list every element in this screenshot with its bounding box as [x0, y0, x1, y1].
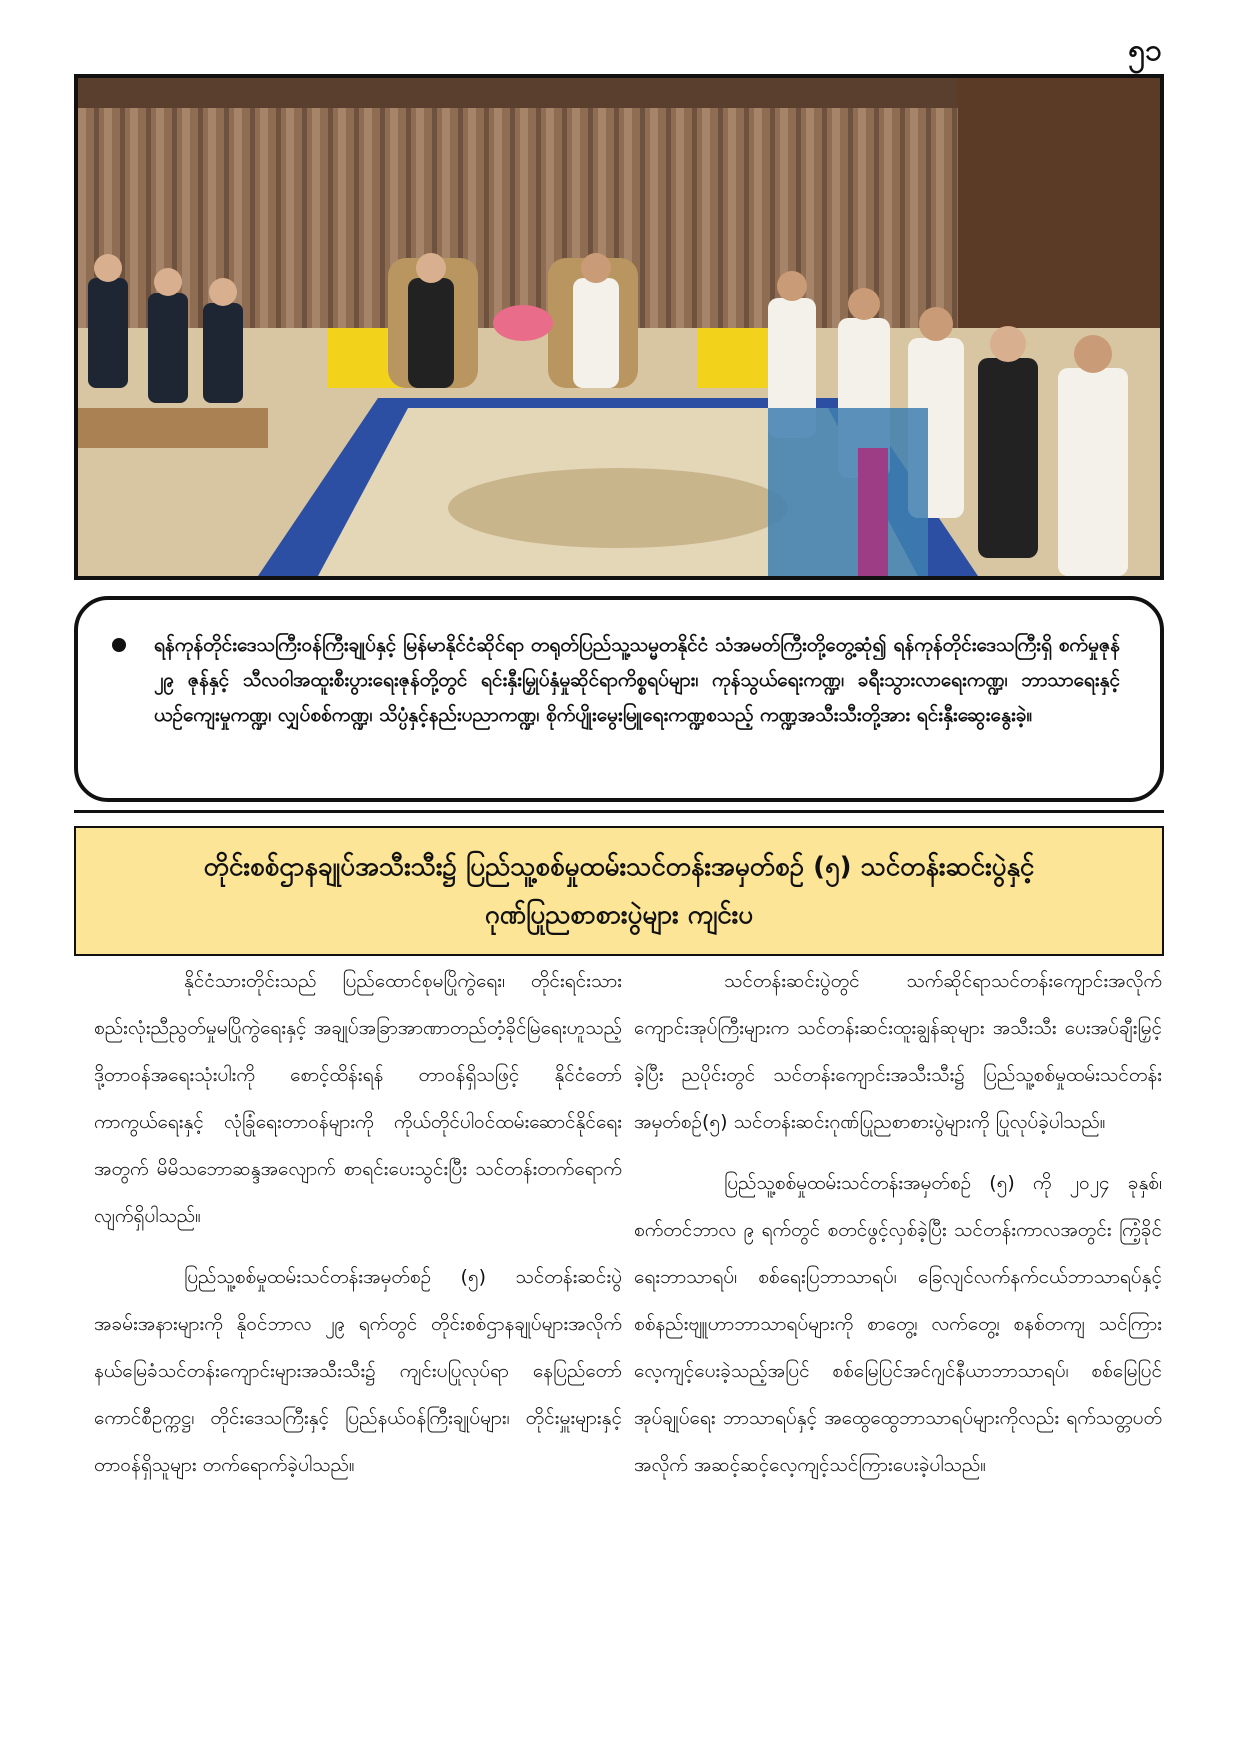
meeting-photo	[74, 74, 1164, 580]
side-table-left	[78, 408, 268, 448]
headline-line-1: တိုင်းစစ်ဌာနချုပ်အသီးသီး၌ ပြည်သူ့စစ်မှုထမ်းသင်တန်းအမှတ်စဉ် (၅) သင်တန်းဆင်းပွဲနှင့်	[203, 852, 1035, 882]
divider-line	[74, 810, 1164, 813]
flower-arrangement	[493, 305, 553, 341]
article-paragraph: ပြည်သူ့စစ်မှုထမ်းသင်တန်းအမှတ်စဉ် (၅) သင်တန်းဆင်းပွဲအခမ်းအနားများကို နိုဝင်ဘာလ ၂၉ ရက်တွင် တိုင်းစစ်ဌာနချုပ်များအလိုက် နယ်မြေခံသင်တန်းကျောင်းများအသီးသီး၌ ကျင်းပပြုလုပ်ရာ နေပြည်တော်ကောင်စီဥက္ကဋ္ဌ၊ တိုင်းဒေသကြီးနှင့် ပြည်နယ်ဝန်ကြီးချုပ်များ၊ တိုင်းမှူးများနှင့် တာဝန်ရှိသူများ တက်ရောက်ခဲ့ပါသည်။	[94, 1266, 622, 1476]
article-left-column	[94, 958, 622, 1503]
article-right-column	[634, 958, 1162, 1503]
bullet-icon	[112, 638, 126, 652]
article-paragraph: နိုင်ငံသားတိုင်းသည် ပြည်ထောင်စုမပြိုကွဲရေး၊ တိုင်းရင်းသားစည်းလုံးညီညွတ်မှုမပြိုကွဲရေးနှင့် အချုပ်အခြာအာဏာတည်တံ့ခိုင်မြဲရေးဟူသည့် ဒို့တာဝန်အရေးသုံးပါးကို စောင့်ထိန်းရန် တာဝန်ရှိသဖြင့် နိုင်ငံတော်ကာကွယ်ရေးနှင့် လုံခြုံရေးတာဝန်များကို ကိုယ်တိုင်ပါဝင်ထမ်းဆောင်နိုင်ရေးအတွက် မိမိသဘောဆန္ဒအလျောက် စာရင်းပေးသွင်းပြီး သင်တန်းတက်ရောက်လျက်ရှိပါသည်။	[94, 970, 622, 1227]
article-paragraph: ပြည်သူ့စစ်မှုထမ်းသင်တန်းအမှတ်စဉ် (၅) ကို ၂၀၂၄ ခုနှစ်၊ စက်တင်ဘာလ ၉ ရက်တွင် စတင်ဖွင့်လှစ်ခဲ့ပြီး သင်တန်းကာလအတွင်း ကြံ့ခိုင်ရေးဘာသာရပ်၊ စစ်ရေးပြဘာသာရပ်၊ ခြေလျင်လက်နက်ငယ်ဘာသာရပ်နှင့် စစ်နည်းဗျူဟာဘာသာရပ်များကို စာတွေ့၊ လက်တွေ့၊ စနစ်တကျ သင်ကြားလေ့ကျင့်ပေးခဲ့သည့်အပြင် စစ်မြေပြင်အင်ဂျင်နီယာဘာသာရပ်၊ စစ်မြေပြင်အုပ်ချုပ်ရေး ဘာသာရပ်နှင့် အထွေထွေဘာသာရပ်များကိုလည်း ရက်သတ္တပတ်အလိုက် အဆင့်ဆင့်လေ့ကျင့်သင်ကြားပေးခဲ့ပါသည်။	[634, 1172, 1162, 1476]
seated-officials	[768, 408, 928, 576]
photo-caption-box	[74, 596, 1164, 802]
meeting-photo-illustration	[78, 78, 1160, 576]
person-host	[573, 278, 619, 388]
article-paragraph: သင်တန်းဆင်းပွဲတွင် သက်ဆိုင်ရာသင်တန်းကျောင်းအလိုက် ကျောင်းအုပ်ကြီးများက သင်တန်းဆင်းထူးချွန်ဆုများ အသီးသီး ပေးအပ်ချီးမြှင့်ခဲ့ပြီး ညပိုင်းတွင် သင်တန်းကျောင်းအသီးသီး၌ ပြည်သူ့စစ်မှုထမ်းသင်တန်းအမှတ်စဉ်(၅) သင်တန်းဆင်းဂုဏ်ပြုညစာစားပွဲများကို ပြုလုပ်ခဲ့ပါသည်။	[634, 970, 1162, 1133]
headline-box	[74, 826, 1164, 956]
person-guest	[408, 278, 454, 388]
headline-line-2: ဂုဏ်ပြုညစာစားပွဲများ ကျင်းပ	[484, 900, 754, 930]
page-number: ၅၁	[1128, 33, 1162, 68]
photo-caption: ရန်ကုန်တိုင်းဒေသကြီးဝန်ကြီးချုပ်နှင့် မြန်မာနိုင်ငံဆိုင်ရာ တရုတ်ပြည်သူ့သမ္မတနိုင်ငံ သံအမတ်ကြီးတို့တွေ့ဆုံ၍ ရန်ကုန်တိုင်းဒေသကြီးရှိ စက်မှုဇုန် ၂၉ ဇုန်နှင့် သီလဝါအထူးစီးပွားရေးဇုန်တို့တွင် ရင်းနှီးမြှုပ်နှံမှုဆိုင်ရာကိစ္စရပ်များ၊ ကုန်သွယ်ရေးကဏ္ဍ၊ ခရီးသွားလာရေးကဏ္ဍ၊ ဘာသာရေးနှင့်ယဉ်ကျေးမှုကဏ္ဍ၊ လျှပ်စစ်ကဏ္ဍ၊ သိပ္ပံနှင့်နည်းပညာကဏ္ဍ၊ စိုက်ပျိုးမွေးမြူရေးကဏ္ဍစသည့် ကဏ္ဍအသီးသီးတို့အား ရင်းနှီးဆွေးနွေးခဲ့။	[154, 634, 1120, 726]
